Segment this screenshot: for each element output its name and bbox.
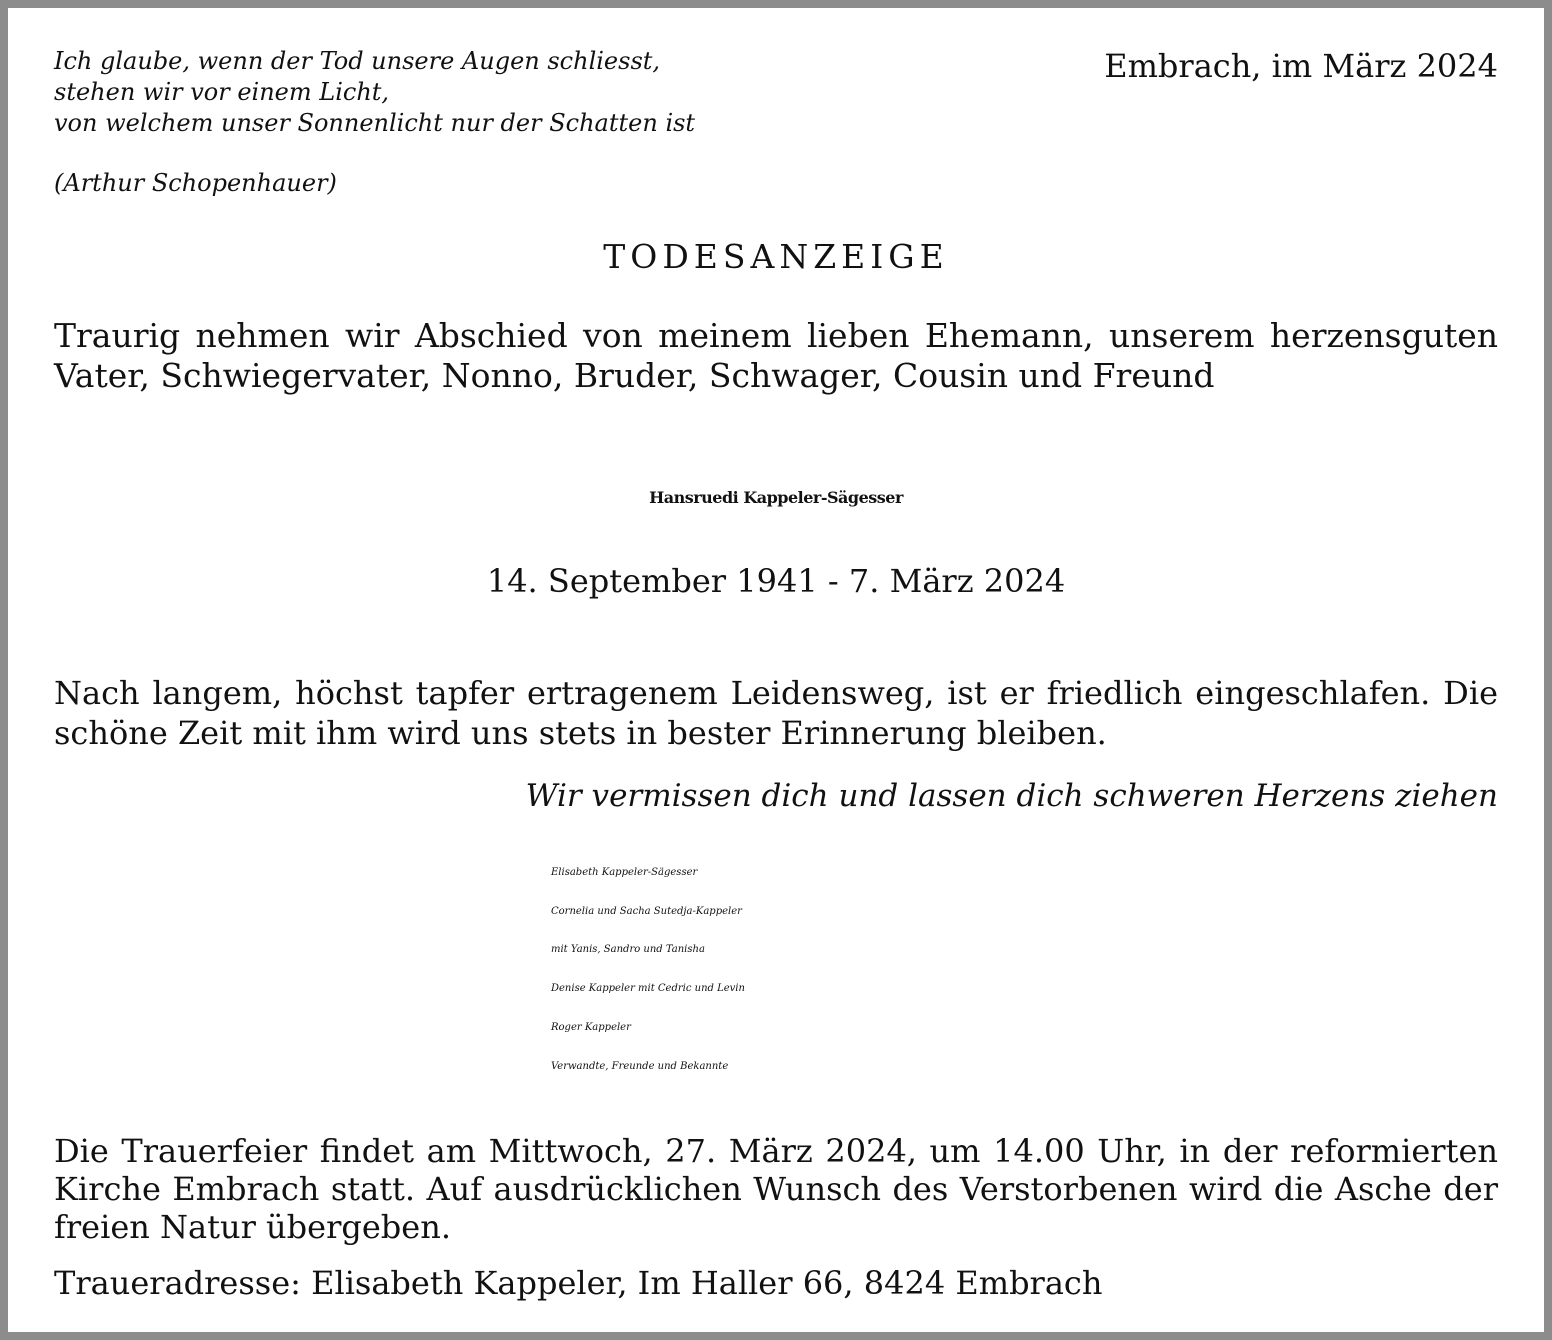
place-date: Embrach, im März 2024 bbox=[1104, 47, 1498, 85]
body-paragraph: Nach langem, höchst tapfer ertragenem Leidensweg, ist er friedlich eingeschlafen. Die schöne Zeit mit ihm wird uns stets in bester Erinnerung bleiben. bbox=[54, 674, 1498, 752]
intro-paragraph: Traurig nehmen wir Abschied von meinem lieben Ehemann, unserem herzensguten Vater, Schwiegervater, Nonno, Bruder, Schwager, Cousin und Freund bbox=[54, 316, 1498, 395]
list-item: Roger Kappeler bbox=[551, 1021, 631, 1033]
lifespan-dates: 14. September 1941 - 7. März 2024 bbox=[486, 562, 1066, 600]
list-item: Cornelia und Sacha Sutedja-Kappeler bbox=[551, 905, 742, 917]
list-item: Verwandte, Freunde und Bekannte bbox=[551, 1060, 729, 1072]
list-item: mit Yanis, Sandro und Tanisha bbox=[551, 944, 705, 956]
notice-heading: TODESANZEIGE bbox=[603, 237, 949, 276]
mourning-address: Traueradresse: Elisabeth Kappeler, Im Haller 66, 8424 Embrach bbox=[54, 1264, 1103, 1302]
quote-author: (Arthur Schopenhauer) bbox=[54, 169, 337, 197]
farewell-line: Wir vermissen dich und lassen dich schweren Herzens ziehen bbox=[525, 778, 1498, 814]
mourners-list bbox=[551, 854, 1501, 1086]
ceremony-paragraph: Die Trauerfeier findet am Mittwoch, 27. März 2024, um 14.00 Uhr, in der reformierten Kirche Embrach statt. Auf ausdrücklichen Wunsch des Verstorbenen wird die Asche der freien Natur übergeben. bbox=[54, 1132, 1498, 1246]
list-item: Elisabeth Kappeler-Sägesser bbox=[551, 867, 698, 878]
deceased-name: Hansruedi Kappeler-Sägesser bbox=[649, 488, 903, 507]
list-item: Denise Kappeler mit Cedric und Levin bbox=[551, 983, 745, 995]
quote-line: von welchem unser Sonnenlicht nur der Schatten ist bbox=[54, 109, 696, 137]
quote-line: Ich glaube, wenn der Tod unsere Augen schliesst, bbox=[54, 47, 661, 75]
quote-line: stehen wir vor einem Licht, bbox=[54, 78, 390, 106]
epigraph-quote bbox=[54, 46, 774, 139]
